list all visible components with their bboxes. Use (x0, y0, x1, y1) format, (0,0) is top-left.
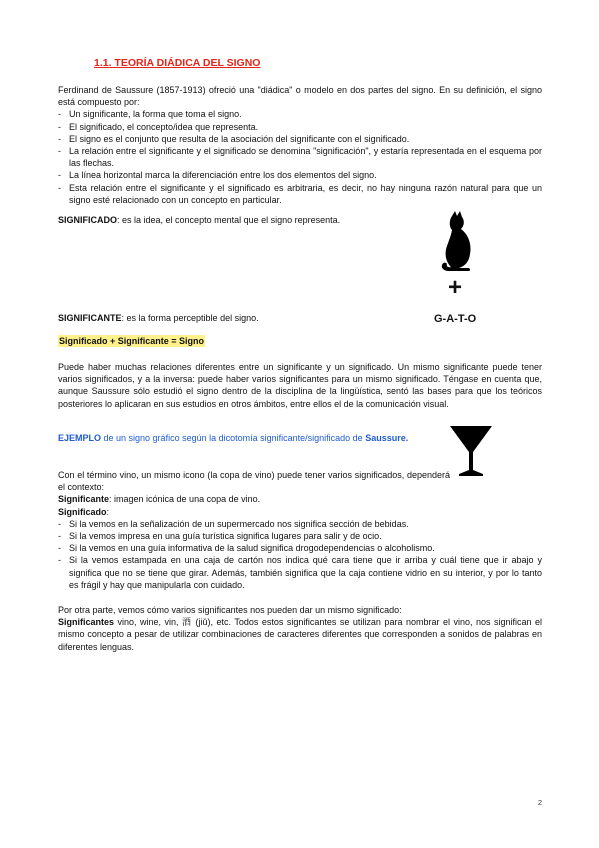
example-significante-term: Significante (58, 494, 110, 505)
closing-paragraph (58, 616, 542, 653)
significante-def: : es la forma perceptible del signo. (121, 313, 259, 323)
example-significante (58, 493, 542, 505)
example-label: EJEMPLO (58, 433, 102, 443)
list-item: - La línea horizontal marca la diferenciación entre los dos elementos del signo. (58, 169, 542, 181)
example-heading (58, 432, 438, 444)
example-significado-term: Significado (58, 506, 107, 517)
list-item: - Si la vemos impresa en una guía turística significa lugares para salir y de ocio. (58, 530, 542, 542)
intro-section (58, 84, 542, 206)
intro-paragraph: Ferdinand de Saussure (1857-1913) ofreció una "diádica" o modelo en dos partes del signo. En su definición, el signo está compuesto por: (58, 85, 542, 108)
closing-section (58, 604, 542, 653)
example-significante-def: : imagen icónica de una copa de vino. (109, 494, 261, 505)
example-heading-text: de un signo gráfico según la dicotomía significante/significado de (101, 433, 366, 443)
closing-term: Significantes (58, 617, 115, 628)
significado-def: : es la idea, el concepto mental que el signo representa. (117, 215, 341, 225)
list-item: - Esta relación entre el significante y el significado es arbitraria, es decir, no hay ninguna razón natural para que un signo esté relacionado con un concepto en particular. (58, 182, 542, 206)
list-item: - Un significante, la forma que toma el signo. (58, 108, 542, 120)
example-list (58, 518, 542, 591)
cat-silhouette-icon (434, 210, 480, 274)
formula-highlight: Significado + Significante = Signo (59, 336, 205, 346)
example-section (58, 469, 542, 591)
relations-paragraph: Puede haber muchas relaciones diferentes entre un significante y un significado. Un mismo significante puede tener varios significados, y a la inversa: puede haber varios significantes para un mismo significado. Téngase en cuenta que, aunque Saussure sólo estudió el signo dentro de la disciplina de la lingüística, sentó las bases para que los teóricos posteriores lo aplicaran en sus estudios en otros ámbitos, entre ellos el de la comunicación visual. (58, 362, 542, 409)
example-intro: Con el término vino, un mismo icono (la copa de vino) puede tener varios significados, dependerá el contexto: (58, 470, 450, 493)
list-item: - El signo es el conjunto que resulta de la asociación del significante con el significado. (58, 133, 542, 145)
list-item: - Si la vemos estampada en una caja de cartón nos indica qué cara tiene que ir arriba y cuál tiene que ir abajo y significa que no se tiene que girar. Además, también significa que la caja contiene vidrio en su interior, y por lo tanto es frágil y hay que manipularla con cuidado. (58, 554, 542, 591)
section-title: 1.1. TEORÍA DIÁDICA DEL SIGNO (94, 57, 261, 69)
significado-term: SIGNIFICADO (58, 215, 118, 225)
gato-word: G-A-T-O (434, 313, 477, 325)
list-item: - Si la vemos en la señalización de un supermercado nos significa sección de bebidas. (58, 518, 542, 530)
example-heading-end: Saussure. (365, 433, 409, 443)
list-item: - Si la vemos en una guía informativa de la salud significa drogodependencias o alcoholismo. (58, 542, 542, 554)
closing-text: vino, wine, vin, 酒 (jiǔ), etc. Todos estos significantes se utilizan para nombrar el vino, nos significan el mismo concepto a pesar de utilizar combinaciones de caracteres diferentes que corresponden a sonidos de palabras en diferentes lenguas. (58, 617, 542, 652)
page-number: 2 (537, 798, 542, 807)
example-significado-def: : (106, 506, 110, 517)
closing-intro: Por otra parte, vemos cómo varios significantes nos pueden dar un mismo significado: (58, 605, 402, 615)
significante-definition (58, 312, 398, 324)
list-item: - El significado, el concepto/idea que representa. (58, 121, 542, 133)
list-item: - La relación entre el significante y el significado se denomina "significación", y estaría representada en el esquema por las flechas. (58, 145, 542, 169)
significado-definition (58, 214, 398, 226)
plus-sign: + (448, 274, 463, 301)
significante-term: SIGNIFICANTE (58, 313, 122, 323)
definition-list (58, 108, 542, 206)
example-significado (58, 506, 542, 518)
formula-line (58, 335, 358, 347)
